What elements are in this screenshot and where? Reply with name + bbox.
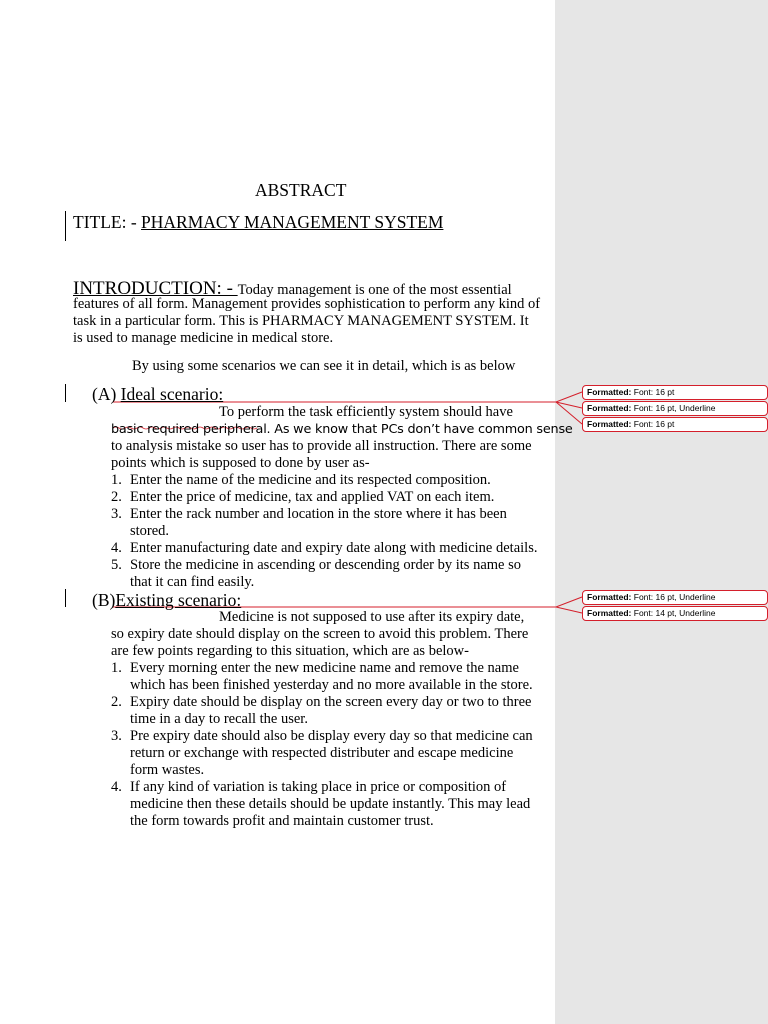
list-item: medicine then these details should be update instantly. This may lead: [130, 796, 531, 812]
list-item: If any kind of variation is taking place in price or composition of: [130, 779, 507, 795]
list-item: Enter manufacturing date and expiry date along with medicine details.: [130, 540, 538, 556]
intro-line-3: task in a particular form. This is PHARMACY MANAGEMENT SYSTEM. It: [73, 313, 529, 329]
scenario-b-heading: (B)Existing scenario:: [92, 590, 242, 610]
scenario-b-line: are few points regarding to this situation, which are as below-: [111, 643, 469, 659]
list-item-number: 5.: [111, 557, 122, 573]
scenario-b-line: so expiry date should display on the screen to avoid this problem. There: [111, 626, 529, 642]
scenario-a-line: basic required peripheral. As we know that PCs don’t have common sense: [111, 422, 573, 437]
title-text: PHARMACY MANAGEMENT SYSTEM: [141, 212, 444, 232]
scenario-b-line: Medicine is not supposed to use after its expiry date,: [219, 609, 525, 625]
intro-line-1: INTRODUCTION: - Today management is one of the most essential: [73, 278, 512, 299]
list-item-number: 3.: [111, 728, 122, 744]
list-item: Expiry date should be display on the screen every day or two to three: [130, 694, 532, 710]
comment-balloon[interactable]: Formatted: Font: 16 pt: [582, 417, 768, 432]
list-item: time in a day to recall the user.: [130, 711, 308, 727]
list-item: Pre expiry date should also be display every day so that medicine can: [130, 728, 533, 744]
comment-balloon[interactable]: Formatted: Font: 16 pt, Underline: [582, 401, 768, 416]
list-item-number: 4.: [111, 540, 122, 556]
scenario-a-label: Ideal scenario:: [120, 384, 224, 404]
comment-balloon[interactable]: Formatted: Font: 16 pt, Underline: [582, 590, 768, 605]
list-item-number: 1.: [111, 660, 122, 676]
list-item: Store the medicine in ascending or descending order by its name so: [130, 557, 521, 573]
title-prefix: TITLE: -: [73, 212, 142, 232]
intro-line-2: features of all form. Management provides sophistication to perform any kind of: [73, 296, 541, 312]
revision-bar: [65, 589, 66, 607]
revision-bar: [65, 384, 66, 402]
scenario-b-label: Existing scenario:: [115, 590, 242, 610]
scenario-a-line: to analysis mistake so user has to provide all instruction. There are some: [111, 438, 532, 454]
list-item-number: 1.: [111, 472, 122, 488]
list-item: the form towards profit and maintain customer trust.: [130, 813, 434, 829]
list-item: Every morning enter the new medicine name and remove the name: [130, 660, 519, 676]
list-item-number: 2.: [111, 694, 122, 710]
list-item: that it can find easily.: [130, 574, 255, 590]
list-item-number: 2.: [111, 489, 122, 505]
scenario-a-line: To perform the task efficiently system should have: [219, 404, 513, 420]
list-item-number: 3.: [111, 506, 122, 522]
comment-balloon[interactable]: Formatted: Font: 14 pt, Underline: [582, 606, 768, 621]
list-item: which has been finished yesterday and no more available in the store.: [130, 677, 533, 693]
revision-bar: [65, 211, 66, 241]
comment-balloon[interactable]: Formatted: Font: 16 pt: [582, 385, 768, 400]
list-item: stored.: [130, 523, 170, 539]
list-item: Enter the rack number and location in the store where it has been: [130, 506, 507, 522]
intro-line-4: is used to manage medicine in medical store.: [73, 330, 334, 346]
list-item: return or exchange with respected distributer and escape medicine: [130, 745, 514, 761]
list-item: Enter the price of medicine, tax and applied VAT on each item.: [130, 489, 495, 505]
scenario-a-heading: (A) Ideal scenario:: [92, 384, 224, 404]
scenario-a-line: points which is supposed to done by user as-: [111, 455, 370, 471]
document-title: [73, 212, 443, 232]
list-item-number: 4.: [111, 779, 122, 795]
abstract-heading: ABSTRACT: [255, 180, 347, 200]
intro-label: INTRODUCTION: -: [73, 278, 238, 299]
list-item: Enter the name of the medicine and its respected composition.: [130, 472, 491, 488]
scenarios-intro: By using some scenarios we can see it in detail, which is as below: [132, 358, 516, 374]
list-item: form wastes.: [130, 762, 205, 778]
